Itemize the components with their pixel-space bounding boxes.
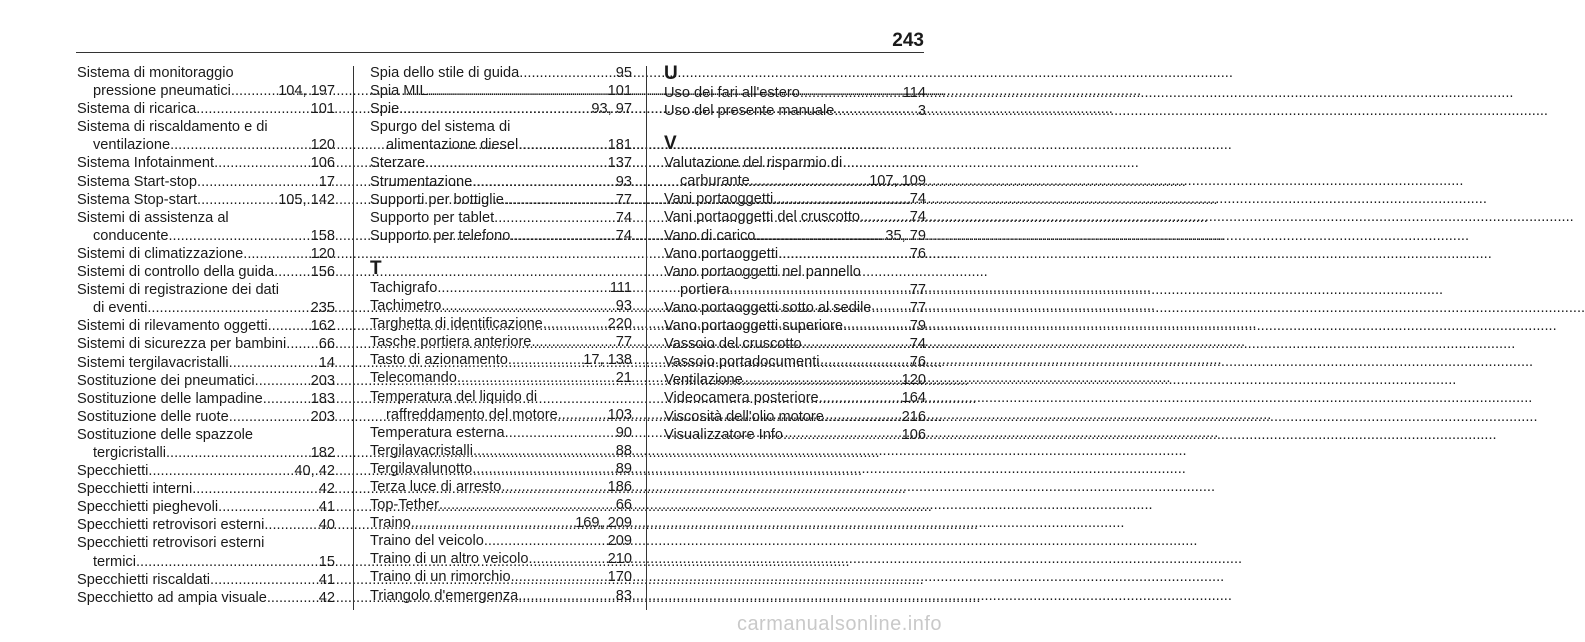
entry-page-ref: 15 bbox=[318, 553, 335, 570]
leader-dots bbox=[286, 335, 318, 353]
entry-label: Traino di un altro veicolo bbox=[370, 551, 529, 568]
index-entry bbox=[370, 532, 632, 550]
entry-page-ref: 216 bbox=[901, 408, 926, 425]
index-column-2 bbox=[370, 64, 632, 605]
entry-label: Sistema Infotainment bbox=[77, 155, 215, 172]
index-entry bbox=[664, 389, 926, 407]
leader-dots bbox=[543, 315, 607, 333]
index-entry bbox=[77, 534, 335, 570]
column-divider-1 bbox=[353, 66, 354, 610]
entry-label: termici bbox=[93, 553, 136, 570]
leader-dots bbox=[210, 571, 318, 589]
entry-label: Supporti per bottiglie bbox=[370, 191, 504, 208]
index-entry bbox=[370, 460, 632, 478]
index-entry bbox=[77, 372, 335, 390]
entry-page-ref: 182 bbox=[310, 444, 335, 461]
index-entry bbox=[370, 100, 632, 118]
leader-dots bbox=[472, 173, 615, 191]
leader-dots bbox=[268, 317, 310, 335]
index-entry bbox=[370, 315, 632, 333]
entry-page-ref: 90 bbox=[615, 424, 632, 441]
index-entry bbox=[370, 82, 632, 100]
entry-page-ref: 93 bbox=[615, 298, 632, 315]
index-column-3 bbox=[664, 64, 926, 444]
entry-page-ref: 156 bbox=[310, 264, 335, 281]
leader-dots bbox=[510, 227, 614, 245]
entry-label: di eventi bbox=[93, 300, 148, 317]
index-entry bbox=[370, 496, 632, 514]
leader-dots bbox=[218, 498, 318, 516]
leader-dots bbox=[511, 568, 607, 586]
entry-page-ref: 42 bbox=[318, 481, 335, 498]
entry-page-ref: 74 bbox=[909, 209, 926, 226]
leader-dots bbox=[439, 496, 615, 514]
index-entry bbox=[370, 568, 632, 586]
leader-dots bbox=[802, 335, 909, 353]
entry-label: Supporto per telefono bbox=[370, 227, 511, 244]
leader-dots bbox=[819, 389, 901, 407]
index-entry bbox=[77, 317, 335, 335]
entry-label: Sistema di riscaldamento e di bbox=[77, 119, 268, 136]
leader-dots bbox=[800, 84, 902, 102]
entry-label: Specchietti retrovisori esterni bbox=[77, 535, 265, 552]
index-entry bbox=[370, 550, 632, 568]
entry-label: Vano di carico bbox=[664, 227, 756, 244]
index-entry bbox=[77, 571, 335, 589]
index-entry bbox=[370, 154, 632, 172]
index-entry bbox=[370, 209, 632, 227]
leader-dots bbox=[501, 478, 606, 496]
entry-page-ref: 41 bbox=[318, 499, 335, 516]
index-entry bbox=[664, 102, 926, 120]
leader-dots bbox=[755, 227, 884, 245]
entry-page-ref: 42 bbox=[318, 589, 335, 606]
leader-dots bbox=[147, 299, 309, 317]
entry-label: tergicristalli bbox=[93, 444, 166, 461]
index-entry bbox=[664, 426, 926, 444]
entry-label: Sistemi di assistenza al bbox=[77, 209, 229, 226]
index-entry bbox=[664, 408, 926, 426]
entry-page-ref: 120 bbox=[901, 372, 926, 389]
entry-label: pressione pneumatici bbox=[93, 83, 231, 100]
entry-label: Uso dei fari all'estero bbox=[664, 85, 800, 101]
entry-page-ref: 77 bbox=[615, 191, 632, 208]
index-entry bbox=[77, 390, 335, 408]
entry-page-ref: 107, 109 bbox=[869, 173, 926, 190]
leader-dots bbox=[231, 82, 277, 100]
entry-label: Sistema di ricarica bbox=[77, 101, 197, 118]
leader-dots bbox=[255, 372, 310, 390]
entry-label: Vano portaoggetti nel pannello bbox=[664, 263, 861, 280]
leader-dots bbox=[425, 154, 606, 172]
entry-page-ref: 120 bbox=[310, 137, 335, 154]
index-entry bbox=[77, 408, 335, 426]
entry-page-ref: 21 bbox=[615, 370, 632, 387]
leader-dots bbox=[411, 514, 574, 532]
entry-label: Supporto per tablet bbox=[370, 209, 495, 226]
index-entry bbox=[77, 173, 335, 191]
leader-dots bbox=[518, 136, 606, 154]
index-entry bbox=[370, 191, 632, 209]
entry-label: Sterzare bbox=[370, 155, 426, 172]
index-entry bbox=[77, 118, 335, 154]
index-entry bbox=[77, 462, 335, 480]
leader-dots bbox=[196, 100, 309, 118]
entry-page-ref: 41 bbox=[318, 571, 335, 588]
leader-dots bbox=[170, 136, 310, 154]
entry-page-ref: 203 bbox=[310, 372, 335, 389]
entry-label: Traino di un rimorchio bbox=[370, 569, 511, 586]
leader-dots bbox=[518, 587, 614, 605]
index-entry bbox=[77, 589, 335, 607]
index-entry bbox=[77, 263, 335, 281]
entry-page-ref: 76 bbox=[909, 245, 926, 262]
section-letter: T bbox=[370, 257, 382, 279]
entry-label: Vassoio portadocumenti bbox=[664, 354, 820, 371]
entry-page-ref: 114 bbox=[902, 85, 926, 101]
leader-dots bbox=[437, 279, 608, 297]
index-entry bbox=[664, 335, 926, 353]
entry-label: Terza luce di arresto bbox=[370, 478, 502, 495]
entry-label: Tasto di azionamento bbox=[370, 352, 508, 369]
index-entry bbox=[370, 388, 632, 424]
entry-page-ref: 76 bbox=[909, 354, 926, 371]
entry-label: Sistemi di sicurezza per bambini bbox=[77, 336, 287, 353]
entry-label: Spurgo del sistema di bbox=[370, 119, 511, 136]
leader-dots bbox=[472, 460, 615, 478]
entry-label: Vani portaoggetti del cruscotto bbox=[664, 209, 861, 226]
entry-page-ref: 105, 142 bbox=[278, 191, 335, 208]
entry-label: Specchietti pieghevoli bbox=[77, 499, 219, 516]
entry-page-ref: 74 bbox=[909, 191, 926, 208]
leader-dots bbox=[505, 424, 615, 442]
leader-dots bbox=[136, 553, 318, 571]
leader-dots bbox=[860, 208, 909, 226]
entry-label: Sostituzione dei pneumatici bbox=[77, 372, 255, 389]
leader-dots bbox=[264, 516, 317, 534]
entry-page-ref: 77 bbox=[909, 281, 926, 298]
entry-page-ref: 106 bbox=[901, 426, 926, 443]
index-entry bbox=[664, 263, 926, 299]
entry-label: Targhetta di identificazione bbox=[370, 316, 543, 333]
entry-label: Vassoio del cruscotto bbox=[664, 336, 802, 353]
entry-label: Specchietti retrovisori esterni bbox=[77, 517, 265, 534]
leader-dots bbox=[558, 406, 607, 424]
index-entry bbox=[664, 190, 926, 208]
entry-label: Videocamera posteriore bbox=[664, 390, 819, 407]
entry-label: Top-Tether bbox=[370, 497, 439, 514]
leader-dots bbox=[229, 354, 318, 372]
entry-page-ref: 220 bbox=[607, 316, 632, 333]
index-entry bbox=[370, 279, 632, 297]
index-entry bbox=[370, 478, 632, 496]
entry-label: Vano portaoggetti bbox=[664, 245, 779, 262]
entry-page-ref: 17 bbox=[318, 173, 335, 190]
entry-label: Specchietti riscaldati bbox=[77, 571, 211, 588]
leader-dots bbox=[148, 462, 293, 480]
leader-dots bbox=[484, 532, 607, 550]
leader-dots bbox=[197, 191, 277, 209]
entry-page-ref: 101 bbox=[607, 83, 632, 100]
entry-page-ref: 137 bbox=[607, 155, 632, 172]
entry-page-ref: 183 bbox=[310, 390, 335, 407]
entry-label: alimentazione diesel bbox=[386, 137, 519, 154]
index-entry bbox=[664, 299, 926, 317]
leader-dots bbox=[729, 281, 908, 299]
entry-page-ref: 77 bbox=[909, 299, 926, 316]
entry-label: Tachigrafo bbox=[370, 279, 438, 296]
index-entry bbox=[77, 354, 335, 372]
leader-dots bbox=[494, 209, 615, 227]
index-entry bbox=[370, 587, 632, 605]
entry-label: Visualizzatore Info bbox=[664, 426, 783, 443]
index-entry bbox=[370, 369, 632, 387]
leader-dots bbox=[473, 442, 615, 460]
entry-page-ref: 106 bbox=[310, 155, 335, 172]
entry-label: Viscosità dell'olio motore bbox=[664, 408, 824, 425]
entry-label: Tasche portiera anteriore bbox=[370, 334, 532, 351]
entry-label: Sostituzione delle lampadine bbox=[77, 390, 263, 407]
leader-dots bbox=[750, 172, 868, 190]
entry-label: Traino bbox=[370, 515, 411, 532]
index-entry bbox=[77, 480, 335, 498]
leader-dots bbox=[528, 550, 606, 568]
leader-dots bbox=[274, 263, 310, 281]
entry-label: conducente bbox=[93, 227, 169, 244]
entry-page-ref: 79 bbox=[909, 318, 926, 335]
entry-label: Sistemi di registrazione dei dati bbox=[77, 282, 279, 299]
entry-label: Sistema di monitoraggio bbox=[77, 65, 234, 81]
index-entry bbox=[77, 191, 335, 209]
entry-page-ref: 66 bbox=[615, 497, 632, 514]
entry-page-ref: 95 bbox=[615, 65, 632, 81]
index-entry bbox=[664, 371, 926, 389]
entry-label: Sistemi di rilevamento oggetti bbox=[77, 318, 268, 335]
entry-label: Sistema Stop-start bbox=[77, 191, 198, 208]
entry-page-ref: 186 bbox=[607, 478, 632, 495]
leader-dots bbox=[504, 191, 615, 209]
index-entry bbox=[664, 227, 926, 245]
entry-label: Vani portaoggetti bbox=[664, 191, 774, 208]
leader-dots bbox=[519, 64, 614, 82]
entry-page-ref: 210 bbox=[607, 551, 632, 568]
entry-page-ref: 120 bbox=[310, 245, 335, 262]
index-entry bbox=[370, 442, 632, 460]
entry-page-ref: 203 bbox=[310, 408, 335, 425]
index-entry bbox=[77, 335, 335, 353]
index-entry bbox=[77, 209, 335, 245]
section-letter: V bbox=[664, 133, 677, 155]
header-rule bbox=[76, 52, 924, 53]
entry-page-ref: 169, 209 bbox=[575, 515, 632, 532]
entry-page-ref: 103 bbox=[607, 406, 632, 423]
leader-dots bbox=[192, 480, 318, 498]
leader-dots bbox=[399, 100, 590, 118]
entry-label: Specchietti bbox=[77, 463, 149, 480]
index-entry bbox=[77, 154, 335, 172]
entry-label: Sostituzione delle ruote bbox=[77, 408, 229, 425]
entry-label: Tergilavalunotto bbox=[370, 460, 473, 477]
entry-page-ref: 77 bbox=[615, 334, 632, 351]
index-entry bbox=[77, 516, 335, 534]
entry-label: Sistema Start-stop bbox=[77, 173, 198, 190]
index-entry bbox=[77, 426, 335, 462]
entry-page-ref: 235 bbox=[310, 300, 335, 317]
index-entry bbox=[370, 333, 632, 351]
entry-page-ref: 83 bbox=[615, 587, 632, 604]
entry-label: Specchietto ad ampia visuale bbox=[77, 589, 267, 606]
index-column-1 bbox=[77, 64, 335, 607]
entry-page-ref: 89 bbox=[615, 460, 632, 477]
entry-page-ref: 40, 42 bbox=[294, 463, 335, 480]
entry-label: Ventilazione bbox=[664, 372, 743, 389]
index-entry bbox=[370, 514, 632, 532]
entry-label: Temperatura del liquido di bbox=[370, 388, 538, 405]
entry-page-ref: 14 bbox=[318, 354, 335, 371]
entry-page-ref: 209 bbox=[607, 533, 632, 550]
entry-label: portiera bbox=[680, 281, 730, 298]
leader-dots bbox=[843, 317, 909, 335]
entry-page-ref: 74 bbox=[909, 336, 926, 353]
entry-page-ref: 93 bbox=[615, 173, 632, 190]
index-entry bbox=[664, 353, 926, 371]
entry-label: Spia MIL bbox=[370, 83, 428, 100]
leader-dots bbox=[197, 173, 318, 191]
leader-dots bbox=[820, 353, 909, 371]
entry-label: Specchietti interni bbox=[77, 481, 193, 498]
leader-dots bbox=[824, 408, 901, 426]
index-entry bbox=[664, 317, 926, 335]
entry-label: carburante bbox=[680, 173, 750, 190]
entry-page-ref: 66 bbox=[318, 336, 335, 353]
entry-label: Tachimetro bbox=[370, 298, 442, 315]
index-entry bbox=[77, 245, 335, 263]
entry-label: Valutazione del risparmio di bbox=[664, 155, 843, 172]
entry-page-ref: 74 bbox=[615, 209, 632, 226]
entry-label: Spia dello stile di guida bbox=[370, 65, 520, 81]
leader-dots bbox=[508, 351, 582, 369]
index-entry bbox=[370, 297, 632, 315]
index-entry bbox=[664, 245, 926, 263]
entry-label: Sistemi tergilavacristalli bbox=[77, 354, 229, 371]
entry-page-ref: 162 bbox=[310, 318, 335, 335]
entry-page-ref: 74 bbox=[615, 227, 632, 244]
entry-page-ref: 111 bbox=[609, 279, 632, 296]
entry-label: Triangolo d'emergenza bbox=[370, 587, 519, 604]
index-entry bbox=[77, 100, 335, 118]
index-entry bbox=[664, 154, 926, 190]
leader-dots bbox=[773, 190, 909, 208]
entry-label: Tergilavacristalli bbox=[370, 442, 473, 459]
entry-label: Sistemi di controllo della guida bbox=[77, 264, 275, 281]
column-divider-2 bbox=[646, 66, 647, 610]
page-number: 243 bbox=[892, 30, 924, 51]
leader-dots bbox=[834, 102, 917, 120]
entry-label: Strumentazione bbox=[370, 173, 473, 190]
watermark: carmanualsonline.info bbox=[736, 613, 942, 635]
entry-label: Vano portaoggetti superiore bbox=[664, 318, 844, 335]
leader-dots bbox=[428, 82, 607, 100]
leader-dots bbox=[441, 297, 614, 315]
leader-dots bbox=[871, 299, 908, 317]
leader-dots bbox=[166, 444, 310, 462]
entry-label: Spie bbox=[370, 101, 400, 118]
entry-page-ref: 170 bbox=[607, 569, 632, 586]
entry-page-ref: 17, 138 bbox=[583, 352, 632, 369]
entry-page-ref: 3 bbox=[917, 103, 926, 120]
entry-page-ref: 181 bbox=[607, 137, 632, 154]
index-entry bbox=[370, 173, 632, 191]
entry-label: ventilazione bbox=[93, 137, 171, 154]
entry-page-ref: 158 bbox=[310, 227, 335, 244]
entry-page-ref: 88 bbox=[615, 442, 632, 459]
entry-page-ref: 164 bbox=[901, 390, 926, 407]
leader-dots bbox=[263, 390, 310, 408]
entry-label: Vano portaoggetti sotto al sedile bbox=[664, 299, 872, 316]
entry-label: Temperatura esterna bbox=[370, 424, 505, 441]
index-entry bbox=[77, 64, 335, 100]
entry-label: Traino del veicolo bbox=[370, 533, 484, 550]
entry-page-ref: 40 bbox=[318, 517, 335, 534]
leader-dots bbox=[457, 369, 615, 387]
index-entry bbox=[77, 281, 335, 317]
entry-label: raffreddamento del motore bbox=[386, 406, 558, 423]
leader-dots bbox=[229, 408, 310, 426]
index-entry bbox=[370, 424, 632, 442]
leader-dots bbox=[531, 333, 614, 351]
section-letter: U bbox=[664, 63, 678, 84]
entry-label: Uso del presente manuale bbox=[664, 103, 835, 120]
entry-label: Sistemi di climatizzazione bbox=[77, 245, 244, 262]
leader-dots bbox=[243, 245, 309, 263]
index-entry bbox=[664, 84, 926, 102]
index-entry bbox=[370, 118, 632, 154]
entry-label: Telecomando bbox=[370, 370, 457, 387]
leader-dots bbox=[267, 589, 318, 607]
index-entry bbox=[77, 498, 335, 516]
index-entry bbox=[370, 227, 632, 245]
leader-dots bbox=[778, 245, 909, 263]
entry-page-ref: 101 bbox=[310, 101, 335, 118]
leader-dots bbox=[168, 227, 309, 245]
index-entry bbox=[664, 208, 926, 226]
leader-dots bbox=[214, 154, 310, 172]
entry-label: Sostituzione delle spazzole bbox=[77, 426, 254, 443]
entry-page-ref: 93, 97 bbox=[591, 101, 632, 118]
leader-dots bbox=[783, 426, 901, 444]
index-entry bbox=[370, 64, 632, 82]
leader-dots bbox=[743, 371, 901, 389]
entry-page-ref: 104, 197 bbox=[278, 83, 335, 100]
index-entry bbox=[370, 351, 632, 369]
entry-page-ref: 35, 79 bbox=[885, 227, 926, 244]
